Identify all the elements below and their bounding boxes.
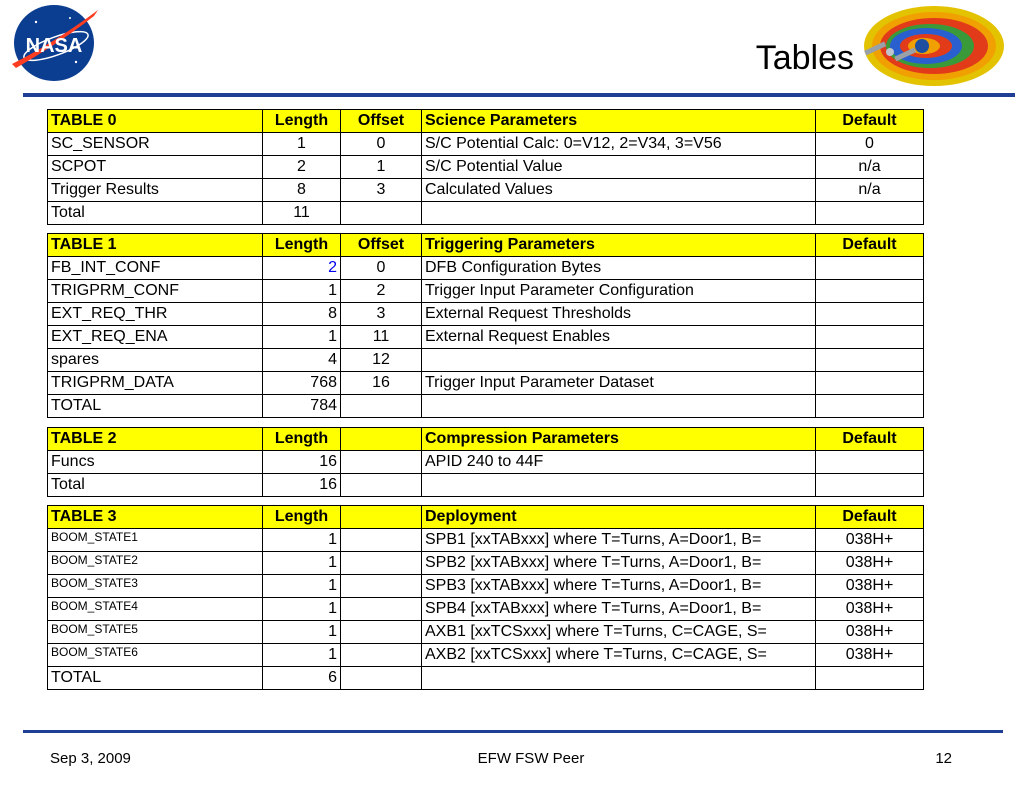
- table-cell: [341, 552, 422, 575]
- table-cell: 11: [341, 326, 422, 349]
- table-cell: 2: [263, 156, 341, 179]
- table-cell: [341, 202, 422, 225]
- table-cell: AXB1 [xxTCSxxx] where T=Turns, C=CAGE, S=: [422, 621, 816, 644]
- table-cell: FB_INT_CONF: [48, 257, 263, 280]
- table-cell: APID 240 to 44F: [422, 451, 816, 474]
- table-header-row: [48, 110, 924, 133]
- table-cell: Trigger Input Parameter Configuration: [422, 280, 816, 303]
- table-row: [48, 621, 924, 644]
- table-header-row: [48, 234, 924, 257]
- table-row: [48, 280, 924, 303]
- table-cell: 3: [341, 303, 422, 326]
- table-cell: [341, 474, 422, 497]
- table-cell: TOTAL: [48, 667, 263, 690]
- header-cell: Default: [816, 428, 924, 451]
- header-cell: Compression Parameters: [422, 428, 816, 451]
- table-cell: 1: [263, 552, 341, 575]
- page-number: 12: [935, 750, 952, 767]
- table-cell: Trigger Input Parameter Dataset: [422, 372, 816, 395]
- header-cell: Length: [263, 234, 341, 257]
- table-cell: SPB2 [xxTABxxx] where T=Turns, A=Door1, B=: [422, 552, 816, 575]
- table-cell: [816, 202, 924, 225]
- table-cell: 2: [263, 257, 341, 280]
- table-cell: TRIGPRM_CONF: [48, 280, 263, 303]
- table-row: [48, 667, 924, 690]
- table-cell: [422, 474, 816, 497]
- header-cell: Length: [263, 428, 341, 451]
- header-cell: TABLE 2: [48, 428, 263, 451]
- table-cell: 1: [263, 529, 341, 552]
- table-cell: Total: [48, 474, 263, 497]
- header-cell: TABLE 1: [48, 234, 263, 257]
- table-row: [48, 156, 924, 179]
- table-cell: 1: [263, 644, 341, 667]
- table-cell: 0: [816, 133, 924, 156]
- table-cell: [341, 575, 422, 598]
- header-cell: Deployment: [422, 506, 816, 529]
- table-cell: 038H+: [816, 621, 924, 644]
- table-cell: 1: [263, 598, 341, 621]
- table-cell: 8: [263, 179, 341, 202]
- table-cell: 4: [263, 349, 341, 372]
- table-cell: 6: [263, 667, 341, 690]
- table-cell: BOOM_STATE2: [48, 552, 263, 575]
- top-rule: [23, 93, 1015, 97]
- table-cell: [422, 667, 816, 690]
- table-cell: Calculated Values: [422, 179, 816, 202]
- table-row: [48, 575, 924, 598]
- header-cell: Offset: [341, 110, 422, 133]
- table-cell: 1: [263, 621, 341, 644]
- table-cell: External Request Enables: [422, 326, 816, 349]
- table-row: [48, 372, 924, 395]
- table-cell: S/C Potential Calc: 0=V12, 2=V34, 3=V56: [422, 133, 816, 156]
- table-row: [48, 451, 924, 474]
- table-cell: SCPOT: [48, 156, 263, 179]
- table-cell: [816, 280, 924, 303]
- table-cell: [816, 395, 924, 418]
- table-cell: [422, 349, 816, 372]
- table-1: [47, 233, 924, 418]
- page-title: Tables: [755, 39, 854, 77]
- footer-title: EFW FSW Peer: [477, 750, 585, 767]
- table-cell: BOOM_STATE3: [48, 575, 263, 598]
- table-cell: [341, 395, 422, 418]
- header-cell: Default: [816, 110, 924, 133]
- table-cell: EXT_REQ_ENA: [48, 326, 263, 349]
- table-cell: 038H+: [816, 644, 924, 667]
- table-cell: 12: [341, 349, 422, 372]
- table-cell: BOOM_STATE5: [48, 621, 263, 644]
- table-cell: 1: [341, 156, 422, 179]
- table-cell: [341, 644, 422, 667]
- table-cell: 16: [263, 451, 341, 474]
- table-cell: SC_SENSOR: [48, 133, 263, 156]
- table-row: [48, 202, 924, 225]
- table-cell: [816, 667, 924, 690]
- table-cell: [816, 451, 924, 474]
- table-cell: TOTAL: [48, 395, 263, 418]
- header-cell: [341, 428, 422, 451]
- table-row: [48, 303, 924, 326]
- header-cell: Length: [263, 506, 341, 529]
- table-cell: [422, 395, 816, 418]
- table-cell: S/C Potential Value: [422, 156, 816, 179]
- table-cell: SPB4 [xxTABxxx] where T=Turns, A=Door1, B=: [422, 598, 816, 621]
- table-cell: BOOM_STATE6: [48, 644, 263, 667]
- table-row: [48, 395, 924, 418]
- table-cell: 038H+: [816, 598, 924, 621]
- table-cell: 16: [341, 372, 422, 395]
- header-cell: TABLE 0: [48, 110, 263, 133]
- table-0: [47, 109, 924, 225]
- nasa-logo-text: NASA: [25, 35, 83, 57]
- table-cell: 3: [341, 179, 422, 202]
- header-cell: TABLE 3: [48, 506, 263, 529]
- table-row: [48, 349, 924, 372]
- table-cell: TRIGPRM_DATA: [48, 372, 263, 395]
- table-cell: 038H+: [816, 575, 924, 598]
- table-row: [48, 644, 924, 667]
- header-cell: Default: [816, 506, 924, 529]
- header-cell: [341, 506, 422, 529]
- table-cell: 8: [263, 303, 341, 326]
- table-cell: BOOM_STATE4: [48, 598, 263, 621]
- table-cell: EXT_REQ_THR: [48, 303, 263, 326]
- table-cell: [816, 349, 924, 372]
- header-cell: Science Parameters: [422, 110, 816, 133]
- table-cell: Funcs: [48, 451, 263, 474]
- table-cell: 1: [263, 133, 341, 156]
- table-cell: AXB2 [xxTCSxxx] where T=Turns, C=CAGE, S=: [422, 644, 816, 667]
- header-cell: Offset: [341, 234, 422, 257]
- table-cell: [341, 667, 422, 690]
- table-header-row: [48, 506, 924, 529]
- bottom-rule: [23, 730, 1003, 733]
- table-cell: n/a: [816, 179, 924, 202]
- table-cell: [341, 529, 422, 552]
- table-cell: BOOM_STATE1: [48, 529, 263, 552]
- table-row: [48, 474, 924, 497]
- table-row: [48, 598, 924, 621]
- table-row: [48, 552, 924, 575]
- table-row: [48, 529, 924, 552]
- table-cell: 0: [341, 133, 422, 156]
- table-cell: [816, 474, 924, 497]
- table-2: [47, 427, 924, 497]
- nasa-logo: [6, 2, 102, 84]
- table-3: [47, 505, 924, 690]
- header-cell: Triggering Parameters: [422, 234, 816, 257]
- table-row: [48, 257, 924, 280]
- table-cell: 768: [263, 372, 341, 395]
- table-cell: 11: [263, 202, 341, 225]
- table-cell: [816, 372, 924, 395]
- table-cell: 038H+: [816, 552, 924, 575]
- table-cell: 038H+: [816, 529, 924, 552]
- table-header-row: [48, 428, 924, 451]
- table-cell: 16: [263, 474, 341, 497]
- table-cell: External Request Thresholds: [422, 303, 816, 326]
- table-cell: SPB3 [xxTABxxx] where T=Turns, A=Door1, B=: [422, 575, 816, 598]
- table-cell: SPB1 [xxTABxxx] where T=Turns, A=Door1, B=: [422, 529, 816, 552]
- table-cell: Trigger Results: [48, 179, 263, 202]
- table-cell: 1: [263, 575, 341, 598]
- table-cell: 2: [341, 280, 422, 303]
- table-cell: DFB Configuration Bytes: [422, 257, 816, 280]
- table-cell: spares: [48, 349, 263, 372]
- radiation-belts-image: [860, 2, 1012, 90]
- table-cell: [816, 326, 924, 349]
- table-cell: 1: [263, 326, 341, 349]
- header-cell: Default: [816, 234, 924, 257]
- footer-date: Sep 3, 2009: [50, 750, 131, 767]
- table-row: [48, 326, 924, 349]
- header-cell: Length: [263, 110, 341, 133]
- table-row: [48, 133, 924, 156]
- table-cell: [341, 598, 422, 621]
- table-row: [48, 179, 924, 202]
- table-cell: [422, 202, 816, 225]
- table-cell: 0: [341, 257, 422, 280]
- table-cell: Total: [48, 202, 263, 225]
- table-cell: [341, 621, 422, 644]
- table-cell: 784: [263, 395, 341, 418]
- table-cell: 1: [263, 280, 341, 303]
- table-cell: n/a: [816, 156, 924, 179]
- table-cell: [341, 451, 422, 474]
- table-cell: [816, 303, 924, 326]
- table-cell: [816, 257, 924, 280]
